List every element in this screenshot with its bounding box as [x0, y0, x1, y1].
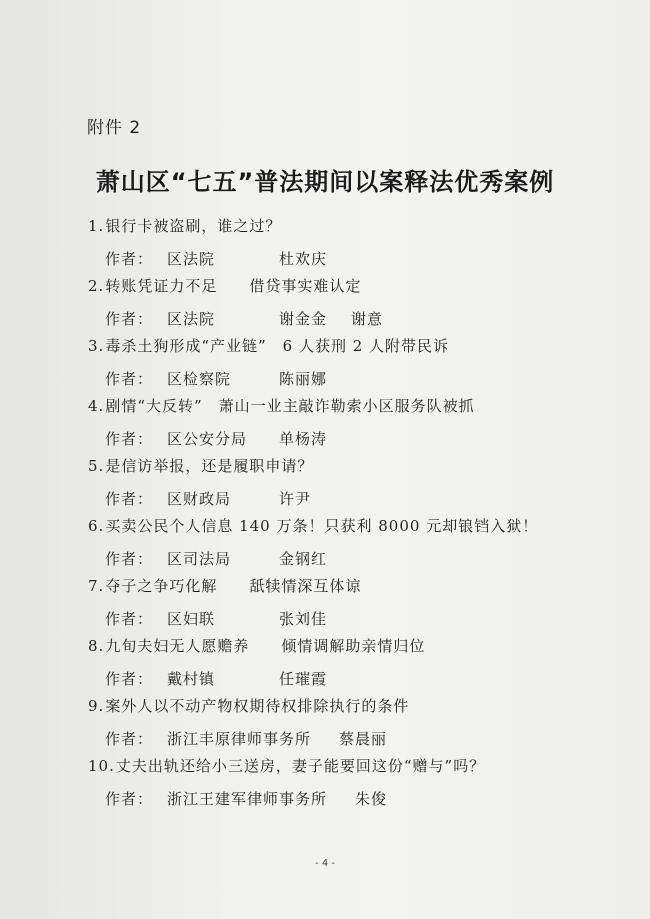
case-author-line [105, 248, 351, 269]
case-title [88, 755, 485, 776]
case-author-line [105, 548, 351, 569]
case-author-line [105, 728, 411, 749]
author-name: 任璀霞 [279, 670, 328, 688]
case-number: 2. [88, 277, 105, 295]
case-author-line [105, 788, 411, 809]
author-label: 作者： [105, 550, 154, 568]
author-label: 作者： [105, 310, 154, 328]
case-title [88, 215, 281, 236]
author-organization: 戴村镇 [167, 670, 216, 688]
case-title [88, 335, 449, 356]
attachment-label: 附件 2 [87, 118, 142, 138]
case-item [88, 395, 608, 455]
case-author-line [105, 608, 351, 629]
author-label: 作者： [105, 430, 154, 448]
case-item [88, 335, 608, 395]
author-organization: 浙江丰原律师事务所 [167, 730, 312, 748]
case-title-text: 银行卡被盗刷，谁之过？ [105, 217, 282, 235]
author-label: 作者： [105, 670, 154, 688]
author-name: 单杨涛 [279, 430, 328, 448]
author-name: 谢金金 [279, 310, 328, 328]
case-title-text: 九旬夫妇无人愿赡养 倾情调解助亲情归位 [105, 637, 426, 655]
case-number: 5. [88, 457, 105, 475]
case-title-text: 丈夫出轨还给小三送房，妻子能要回这份“赠与”吗？ [115, 757, 486, 775]
author-name: 陈丽娜 [279, 370, 328, 388]
case-item [88, 635, 608, 695]
author-organization: 区妇联 [167, 610, 216, 628]
case-author-line [105, 488, 335, 509]
author-organization: 区法院 [167, 310, 216, 328]
author-name: 金钢红 [279, 550, 328, 568]
author-organization: 区司法局 [167, 550, 232, 568]
case-number: 10. [88, 757, 115, 775]
case-title-text: 案外人以不动产物权期待权排除执行的条件 [105, 697, 410, 715]
case-title-text: 买卖公民个人信息 140 万条！只获利 8000 元却锒铛入狱！ [105, 517, 539, 535]
case-author-line [105, 668, 351, 689]
page-number: - 4 - [315, 858, 335, 869]
case-number: 1. [88, 217, 105, 235]
case-author-line [105, 308, 407, 329]
case-title [88, 455, 313, 476]
case-title-text: 夺子之争巧化解 舐犊情深互体谅 [105, 577, 362, 595]
author-organization: 浙江王建军律师事务所 [167, 790, 328, 808]
case-title-text: 剧情“大反转” 萧山一业主敲诈勒索小区服务队被抓 [105, 397, 475, 415]
case-title-text: 毒杀土狗形成“产业链” 6 人获刑 2 人附带民诉 [105, 337, 450, 355]
author-label: 作者： [105, 370, 154, 388]
author-label: 作者： [105, 790, 154, 808]
case-title [88, 695, 409, 716]
page-title: 萧山区“七五”普法期间以案释法优秀案例 [95, 168, 555, 196]
case-list [88, 215, 608, 815]
case-number: 9. [88, 697, 105, 715]
case-number: 4. [88, 397, 105, 415]
author-label: 作者： [105, 490, 154, 508]
author-organization: 区公安分局 [167, 430, 248, 448]
case-item [88, 695, 608, 755]
case-item [88, 215, 608, 275]
case-title-text: 转账凭证力不足 借贷事实难认定 [105, 277, 362, 295]
case-title [88, 635, 425, 656]
author-name: 蔡晨丽 [339, 730, 388, 748]
case-item [88, 275, 608, 335]
author-label: 作者： [105, 730, 154, 748]
author-organization: 区检察院 [167, 370, 232, 388]
case-title [88, 575, 361, 596]
author-name: 许尹 [279, 490, 312, 508]
author-name: 杜欢庆 [279, 250, 328, 268]
author-label: 作者： [105, 610, 154, 628]
case-title [88, 275, 361, 296]
case-number: 6. [88, 517, 105, 535]
author-organization: 区财政局 [167, 490, 232, 508]
case-title [88, 395, 475, 416]
author-name: 张刘佳 [279, 610, 328, 628]
case-item [88, 455, 608, 515]
case-title-text: 是信访举报，还是履职申请？ [105, 457, 314, 475]
case-author-line [105, 428, 351, 449]
case-number: 8. [88, 637, 105, 655]
case-title [88, 515, 538, 536]
author-name: 朱俊 [355, 790, 388, 808]
case-item [88, 575, 608, 635]
author-organization: 区法院 [167, 250, 216, 268]
case-item [88, 755, 608, 815]
case-item [88, 515, 608, 575]
author-name: 谢意 [351, 310, 384, 328]
case-number: 3. [88, 337, 105, 355]
case-author-line [105, 368, 351, 389]
case-number: 7. [88, 577, 105, 595]
author-label: 作者： [105, 250, 154, 268]
